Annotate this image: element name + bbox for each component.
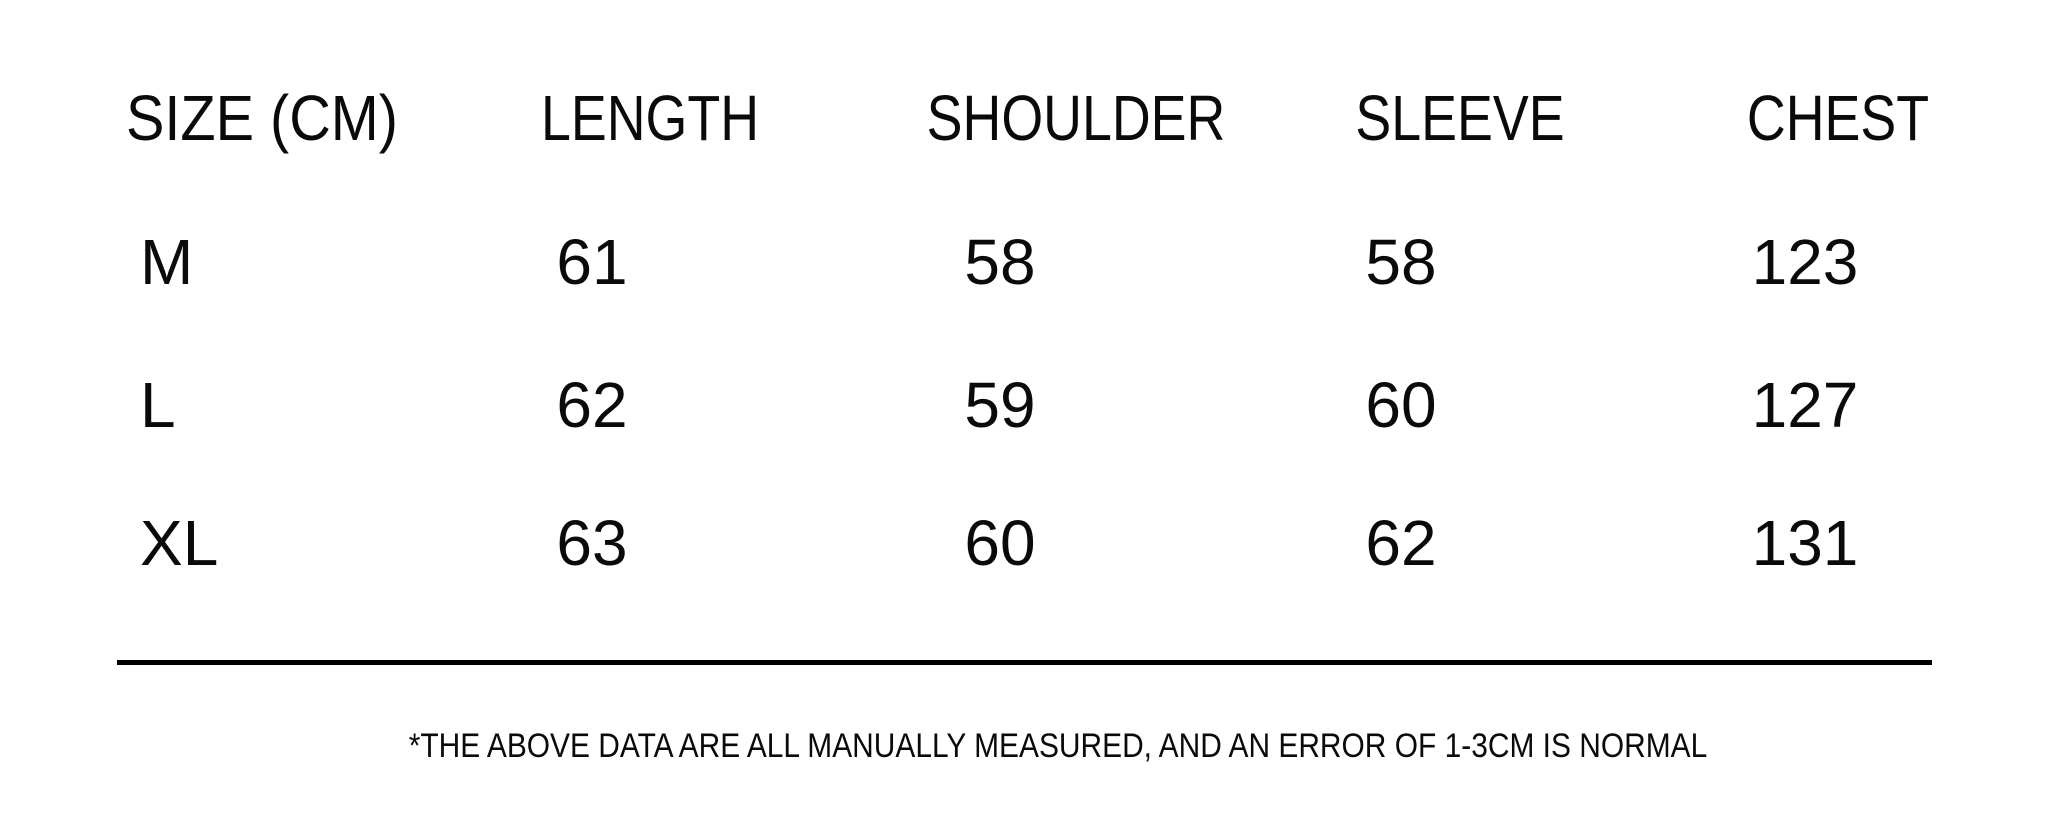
column-header-sleeve	[1335, 82, 1584, 154]
column-header-size-label: SIZE (CM)	[126, 82, 398, 154]
column-header-shoulder-label: SHOULDER	[926, 82, 1226, 154]
row-xl-shoulder-value: 60	[964, 507, 1036, 579]
row-xl-length-value: 63	[556, 507, 628, 579]
row-l-shoulder-value: 59	[964, 369, 1036, 441]
row-l-sleeve-value: 60	[1365, 369, 1437, 441]
column-header-chest-label: CHEST	[1746, 82, 1930, 154]
row-m-sleeve-value: 58	[1365, 226, 1437, 298]
row-m-length-value: 61	[556, 226, 628, 298]
row-m-shoulder-value: 58	[964, 226, 1036, 298]
row-xl-size-label: XL	[140, 507, 219, 579]
row-l-size-label: L	[140, 369, 176, 441]
footnote-text: *THE ABOVE DATA ARE ALL MANUALLY MEASURED, AND AN ERROR OF 1-3CM IS NORMAL	[408, 727, 1708, 765]
row-xl-sleeve-value: 62	[1365, 507, 1437, 579]
column-header-shoulder	[898, 82, 1254, 154]
footnote	[320, 729, 1796, 763]
row-l-chest-value: 127	[1751, 369, 1859, 441]
column-header-length-label: LENGTH	[540, 82, 760, 154]
row-xl-chest-value: 131	[1751, 507, 1859, 579]
column-header-chest	[1730, 82, 1947, 154]
row-m-size-label: M	[140, 226, 194, 298]
column-header-length	[520, 82, 780, 154]
column-header-size	[126, 82, 428, 154]
row-l-length-value: 62	[556, 369, 628, 441]
divider-rule	[117, 660, 1932, 665]
row-m-chest-value: 123	[1751, 226, 1859, 298]
column-header-sleeve-label: SLEEVE	[1355, 82, 1565, 154]
